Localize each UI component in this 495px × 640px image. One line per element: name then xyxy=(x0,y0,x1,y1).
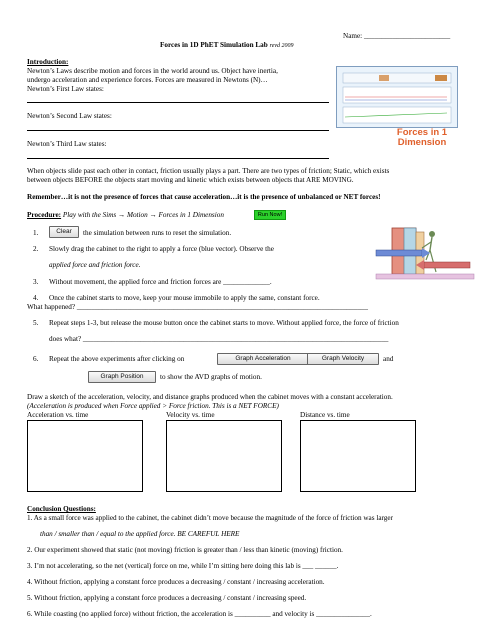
page-title xyxy=(160,41,294,51)
intro-heading: Introduction: xyxy=(27,58,69,66)
question-2: 2. Our experiment showed that static (not moving) friction is greater than / less than kinetic (moving) friction. xyxy=(27,546,343,554)
graph-position-button[interactable]: Graph Position xyxy=(88,371,156,383)
question-4: 4. Without friction, applying a constant force produces a decreasing / constant / increasing acceleration. xyxy=(27,578,325,586)
procedure-label: Procedure: xyxy=(27,211,62,219)
question-1: 1. As a small force was applied to the cabinet, the cabinet didn’t move because the magnitude of the force of friction was larger xyxy=(27,514,393,522)
remember-note: Remember…it is not the presence of forces that cause acceleration…it is the presence of unbalanced or NET forces! xyxy=(27,193,381,201)
second-law-label: Newton’s Second Law states: xyxy=(27,112,112,120)
step-6-text: Repeat the above experiments after clicking on xyxy=(49,355,185,363)
velocity-sketch-box[interactable] xyxy=(166,420,282,492)
graph-velocity-button[interactable]: Graph Velocity xyxy=(307,353,379,365)
simulation-title-line-2: Dimension xyxy=(397,137,447,148)
distance-graph-label: Distance vs. time xyxy=(300,411,350,419)
step-5-question: does what? _____________________________________________________________________________________ xyxy=(49,335,389,343)
simulation-title-line-1: Forces in 1 xyxy=(396,127,448,138)
cabinet-illustration xyxy=(374,226,476,288)
step-3-text: Without movement, the applied force and friction forces are _____________. xyxy=(49,278,272,286)
step-4-question: What happened? _________________________________________________________________________________ xyxy=(27,303,368,311)
acceleration-sketch-box[interactable] xyxy=(27,420,143,492)
step-6-graphs-text: to show the AVD graphs of motion. xyxy=(160,373,262,381)
question-3: 3. I’m not accelerating, so the net (vertical) force on me, while I’m sitting here doing this lab is ___ ______. xyxy=(27,562,339,570)
step-4-text: Once the cabinet starts to move, keep your mouse immobile to apply the same, constant force. xyxy=(49,294,320,302)
procedure-path: Play with the Sims → Motion → Forces in 1 Dimension xyxy=(62,211,224,219)
acceleration-graph-label: Acceleration vs. time xyxy=(27,411,89,419)
graph-acceleration-button[interactable]: Graph Acceleration xyxy=(217,353,309,365)
simulation-title xyxy=(386,128,458,148)
intro-line-2: undergo acceleration and experience forces. Forces are measured in Newtons (N)… xyxy=(27,76,268,84)
sketch-note: (Acceleration is produced when Force applied > Force friction. This is a NET FORCE) xyxy=(27,402,279,410)
first-law-label: Newton’s First Law states: xyxy=(27,85,104,93)
second-law-answer-line[interactable] xyxy=(27,130,329,131)
clear-button[interactable]: Clear xyxy=(49,226,79,238)
velocity-graph-label: Velocity vs. time xyxy=(166,411,215,419)
step-number: 1. xyxy=(33,229,39,237)
first-law-answer-line[interactable] xyxy=(27,102,329,103)
step-number: 4. xyxy=(33,294,39,302)
step-number: 6. xyxy=(33,355,39,363)
step-5-text: Repeat steps 1-3, but release the mouse button once the cabinet starts to move. Without applied force, the force of friction xyxy=(49,319,399,327)
step-number: 2. xyxy=(33,245,39,253)
revision-note: revd 2009 xyxy=(269,43,294,49)
step-number: 3. xyxy=(33,278,39,286)
distance-sketch-box[interactable] xyxy=(300,420,416,492)
question-6: 6. While coasting (no applied force) without friction, the acceleration is __________ and velocity is _______________. xyxy=(27,610,372,618)
step-1-text: the simulation between runs to reset the simulation. xyxy=(83,229,232,237)
run-now-button[interactable]: Run Now! xyxy=(254,210,286,220)
third-law-label: Newton’s Third Law states: xyxy=(27,140,107,148)
title-text: Forces in 1D PhET Simulation Lab xyxy=(160,41,268,49)
friction-line-2: between objects BEFORE the objects start moving and kinetic which exists between objects that ARE MOVING. xyxy=(27,176,354,184)
question-1-options: than / smaller than / equal to the applied force. BE CAREFUL HERE xyxy=(40,530,240,538)
intro-line-1: Newton’s Laws describe motion and forces in the world around us. Object have inertia, xyxy=(27,67,278,75)
third-law-answer-line[interactable] xyxy=(27,158,329,159)
simulation-thumbnail xyxy=(336,66,458,128)
procedure-header xyxy=(27,211,224,220)
question-5: 5. Without friction, applying a constant force produces a decreasing / constant / increasing speed. xyxy=(27,594,307,602)
sketch-instructions: Draw a sketch of the acceleration, velocity, and distance graphs produced when the cabinet moves with a constant acceleration. xyxy=(27,393,393,401)
conclusion-heading: Conclusion Questions: xyxy=(27,505,96,513)
step-2-text: Slowly drag the cabinet to the right to apply a force (blue vector). Observe the xyxy=(49,245,274,253)
and-text: and xyxy=(383,355,394,363)
name-field-label: Name: ________________________ xyxy=(343,32,451,40)
step-number: 5. xyxy=(33,319,39,327)
simulation-screenshot-icon xyxy=(337,67,457,127)
friction-line-1: When objects slide past each other in contact, friction usually plays a part. There are two types of friction; Static, which exists xyxy=(27,167,390,175)
step-2-text-cont: applied force and friction force. xyxy=(49,261,141,269)
